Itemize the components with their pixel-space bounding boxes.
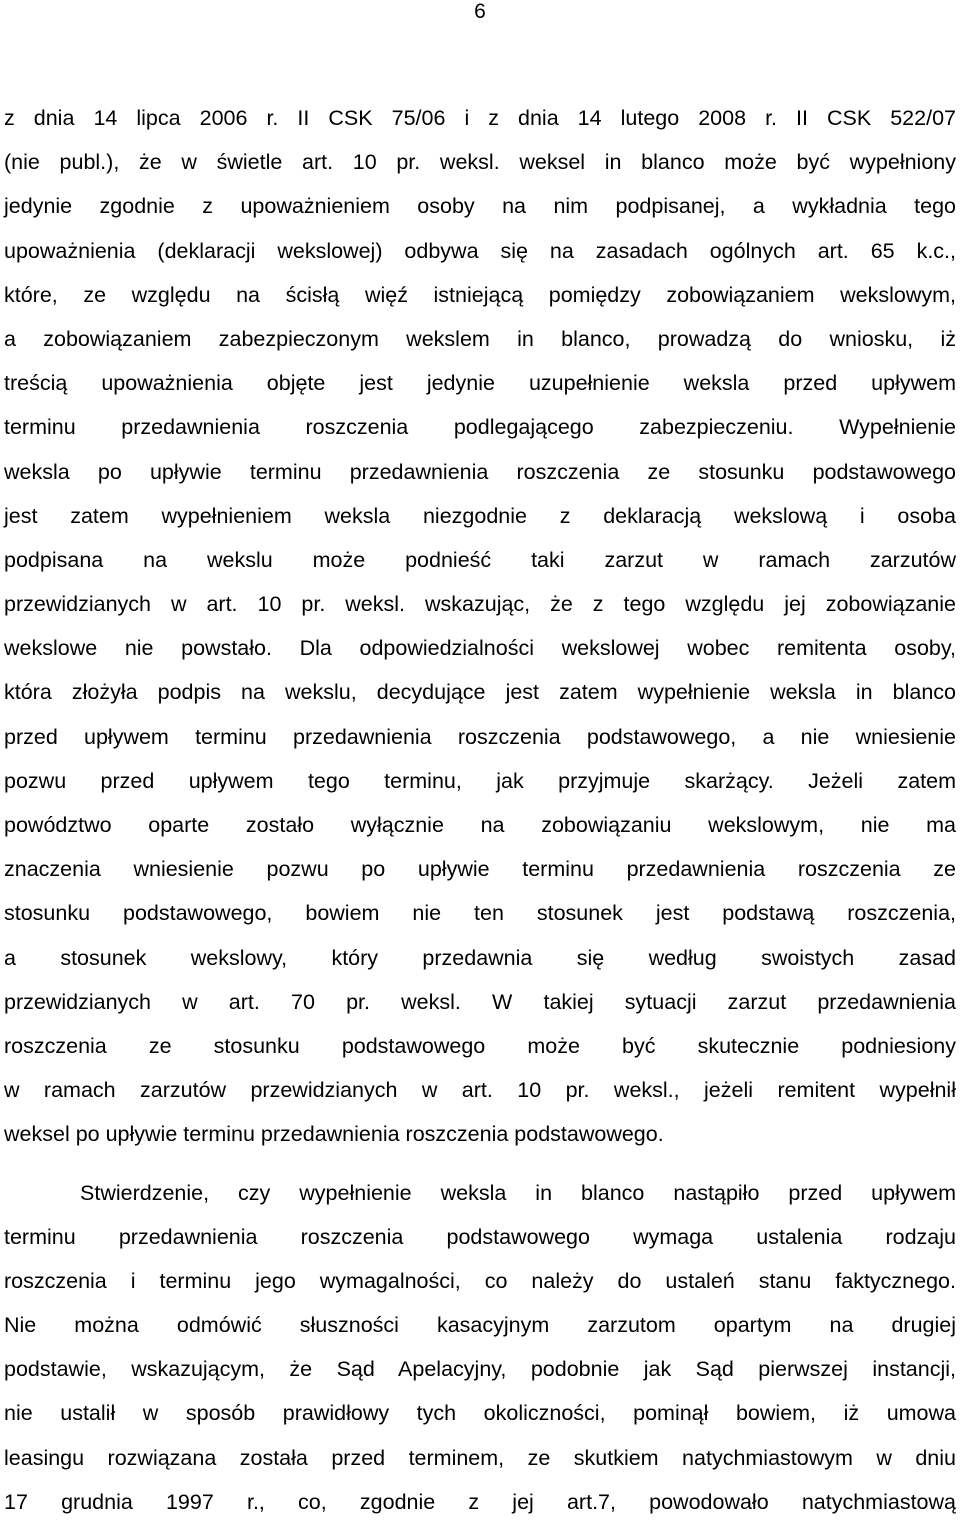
paragraph	[4, 96, 956, 1157]
text-line: 17 grudnia 1997 r., co, zgodnie z jej art.7, powodowało natychmiastową	[4, 1489, 956, 1514]
text-line: które, ze względu na ścisłą więź istniejącą pomiędzy zobowiązaniem wekslowym,	[4, 282, 956, 307]
text-line: jedynie zgodnie z upoważnieniem osoby na nim podpisanej, a wykładnia tego	[4, 194, 956, 219]
text-line: terminu przedawnienia roszczenia podstawowego wymaga ustalenia rodzaju	[4, 1224, 956, 1249]
paragraph	[4, 1171, 956, 1524]
text-line: a zobowiązaniem zabezpieczonym wekslem in blanco, prowadzą do wniosku, iż	[4, 326, 956, 351]
page-number: 6	[474, 0, 486, 23]
text-line: podstawie, wskazującym, że Sąd Apelacyjny, podobnie jak Sąd pierwszej instancji,	[4, 1357, 956, 1382]
text-line: przewidzianych w art. 70 pr. weksl. W takiej sytuacji zarzut przedawnienia	[4, 989, 956, 1014]
text-line: w ramach zarzutów przewidzianych w art. 10 pr. weksl., jeżeli remitent wypełnił	[4, 1078, 956, 1103]
text-line: powództwo oparte zostało wyłącznie na zobowiązaniu wekslowym, nie ma	[4, 813, 956, 837]
text-line: (nie publ.), że w świetle art. 10 pr. weksl. weksel in blanco może być wypełniony	[4, 150, 956, 175]
text-line: znaczenia wniesienie pozwu po upływie terminu przedawnienia roszczenia ze	[4, 857, 956, 882]
text-line: wekslowe nie powstało. Dla odpowiedzialności wekslowej wobec remitenta osoby,	[4, 636, 956, 661]
text-line: przed upływem terminu przedawnienia roszczenia podstawowego, a nie wniesienie	[4, 724, 956, 749]
text-line: treścią upoważnienia objęte jest jedynie uzupełnienie weksla przed upływem	[4, 371, 956, 396]
text-line: upoważnienia (deklaracji wekslowej) odbywa się na zasadach ogólnych art. 65 k.c.,	[4, 238, 956, 263]
text-line: terminu przedawnienia roszczenia podlegającego zabezpieczeniu. Wypełnienie	[4, 415, 956, 440]
text-line: leasingu rozwiązana została przed terminem, ze skutkiem natychmiastowym w dniu	[4, 1445, 956, 1470]
text-line: Stwierdzenie, czy wypełnienie weksla in blanco nastąpiło przed upływem	[80, 1180, 956, 1205]
text-line: pozwu przed upływem tego terminu, jak przyjmuje skarżący. Jeżeli zatem	[4, 768, 956, 793]
text-line: nie ustalił w sposób prawidłowy tych okoliczności, pominął bowiem, iż umowa	[4, 1401, 956, 1426]
text-line: jest zatem wypełnieniem weksla niezgodnie z deklaracją wekslową i osoba	[4, 503, 956, 528]
text-line: która złożyła podpis na wekslu, decydujące jest zatem wypełnienie weksla in blanco	[4, 680, 956, 705]
text-line: roszczenia i terminu jego wymagalności, co należy do ustaleń stanu faktycznego.	[4, 1268, 956, 1293]
document-body	[4, 96, 956, 1524]
text-line: weksel po upływie terminu przedawnienia roszczenia podstawowego.	[4, 1122, 664, 1147]
text-line: przewidzianych w art. 10 pr. weksl. wskazując, że z tego względu jej zobowiązanie	[4, 592, 956, 617]
text-line: roszczenia ze stosunku podstawowego może być skutecznie podniesiony	[4, 1033, 956, 1058]
text-line: weksla po upływie terminu przedawnienia roszczenia ze stosunku podstawowego	[4, 459, 956, 484]
text-line: z dnia 14 lipca 2006 r. II CSK 75/06 i z dnia 14 lutego 2008 r. II CSK 522/07	[4, 106, 956, 130]
text-line: Nie można odmówić słuszności kasacyjnym zarzutom opartym na drugiej	[4, 1313, 956, 1338]
text-line: podpisana na wekslu może podnieść taki zarzut w ramach zarzutów	[4, 547, 956, 572]
text-line: a stosunek wekslowy, który przedawnia się według swoistych zasad	[4, 945, 956, 970]
text-line: stosunku podstawowego, bowiem nie ten stosunek jest podstawą roszczenia,	[4, 901, 956, 926]
paragraph-gap	[4, 1157, 956, 1171]
